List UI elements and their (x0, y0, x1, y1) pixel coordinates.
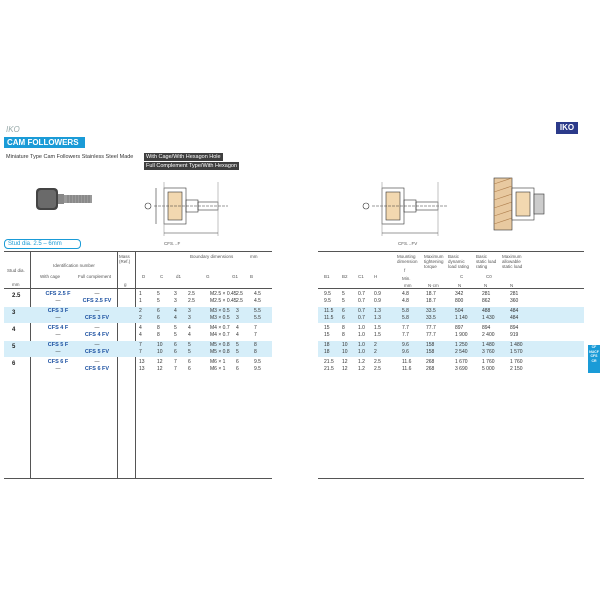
cell-mass: 13 (139, 366, 145, 372)
cell-c: 1 670 (455, 359, 468, 365)
cell-c: 5 (174, 325, 177, 331)
cell-c: 1 140 (455, 315, 468, 321)
id-full: CFS 2.5 FV (82, 298, 112, 304)
cell-b: 5.5 (254, 315, 261, 321)
cell-h: 1.5 (374, 332, 381, 338)
cell-g1: 2.5 (236, 298, 243, 304)
cell-g1: 5 (236, 349, 239, 355)
cell-g: M5 × 0.8 (210, 349, 230, 355)
cell-g1: 4 (236, 332, 239, 338)
id-cage-dash: — (55, 366, 61, 372)
id-full: CFS 6 FV (84, 366, 110, 372)
cell-h: 2.5 (374, 359, 381, 365)
cell-b: 5.5 (254, 308, 261, 314)
cell-c: 342 (455, 291, 464, 297)
cell-b2: 12 (342, 366, 348, 372)
cell-c1: 1.0 (358, 349, 365, 355)
cell-g1: 3 (236, 315, 239, 321)
cell-d: 12 (157, 366, 163, 372)
stud-size: 2.5 (12, 293, 21, 299)
cell-mass: 4 (139, 332, 142, 338)
cell-g: M2.5 × 0.45 (210, 291, 237, 297)
cell-b1: 9.5 (324, 298, 331, 304)
cell-d1: 2.5 (188, 298, 195, 304)
cell-torque: 18.7 (426, 298, 436, 304)
cell-g: M6 × 1 (210, 359, 226, 365)
cell-torque: 268 (426, 366, 435, 372)
cell-c: 7 (174, 359, 177, 365)
stud-size: 4 (12, 327, 16, 333)
cell-b: 9.5 (254, 359, 261, 365)
hdr-mass: Mass (Ref.) (119, 254, 131, 264)
cell-allow: 360 (510, 298, 519, 304)
hdr-mass-unit: g (124, 282, 127, 287)
cell-g1: 4 (236, 325, 239, 331)
cell-c0: 1 760 (482, 359, 495, 365)
cell-allow: 2 150 (510, 366, 523, 372)
id-cage: CFS 5 F (47, 342, 69, 348)
cell-f: 5.8 (402, 308, 409, 314)
stud-size: 3 (12, 310, 16, 316)
cell-h: 1.3 (374, 308, 381, 314)
cell-torque: 158 (426, 349, 435, 355)
hdr-tightening: Maximum tightening torque (424, 254, 444, 269)
id-full-dash: — (94, 325, 100, 331)
tab-cr[interactable]: CR (591, 358, 597, 363)
id-cage: CFS 4 F (47, 325, 69, 331)
brand-logo-right: IKO (556, 122, 578, 134)
cell-f: 4.8 (402, 291, 409, 297)
stud-diameter-label: Stud dia. 2.5 – 6mm (4, 239, 81, 249)
cell-b2: 12 (342, 359, 348, 365)
cell-c: 2 540 (455, 349, 468, 355)
cell-f: 9.6 (402, 342, 409, 348)
tab-cf[interactable]: CF (591, 345, 597, 349)
cell-c0: 3 760 (482, 349, 495, 355)
cell-b1: 11.5 (324, 315, 334, 321)
cell-allow: 894 (510, 325, 519, 331)
cell-mass: 13 (139, 359, 145, 365)
cell-torque: 77.7 (426, 325, 436, 331)
stud-size: 5 (12, 344, 16, 350)
drawing-cfs-fv (352, 176, 462, 240)
cell-allow: 484 (510, 315, 519, 321)
cell-b2: 6 (342, 315, 345, 321)
cell-b2: 8 (342, 325, 345, 331)
id-full-dash: — (94, 308, 100, 314)
cell-f: 5.8 (402, 315, 409, 321)
id-cage: CFS 3 F (47, 308, 69, 314)
cell-f: 7.7 (402, 325, 409, 331)
cell-c: 504 (455, 308, 464, 314)
hdr-stud: Stud dia. (7, 268, 25, 273)
cell-c0: 1 430 (482, 315, 495, 321)
cell-d1: 3 (188, 315, 191, 321)
cell-g1: 5 (236, 342, 239, 348)
cell-b2: 8 (342, 332, 345, 338)
cell-f: 11.6 (402, 366, 412, 372)
cell-c: 7 (174, 366, 177, 372)
cell-b1: 18 (324, 342, 330, 348)
cell-b: 7 (254, 325, 257, 331)
cell-d1: 4 (188, 325, 191, 331)
section-index-tab[interactable] (588, 345, 600, 373)
section-title: CAM FOLLOWERS (4, 137, 85, 148)
cell-allow: 281 (510, 291, 519, 297)
hdr-full: Full complement (78, 274, 112, 279)
cell-d: 8 (157, 325, 160, 331)
cell-c1: 0.7 (358, 315, 365, 321)
cell-c0: 894 (482, 325, 491, 331)
cell-b2: 5 (342, 291, 345, 297)
cell-b1: 21.5 (324, 366, 334, 372)
cell-c0: 5 000 (482, 366, 495, 372)
cell-h: 2 (374, 349, 377, 355)
cell-d1: 2.5 (188, 291, 195, 297)
cell-allow: 484 (510, 308, 519, 314)
product-photo (34, 184, 104, 214)
tag-full-complement: Full Complement Type/With Hexagon (146, 163, 237, 169)
cell-c1: 1.0 (358, 332, 365, 338)
cell-c: 3 690 (455, 366, 468, 372)
cell-d: 5 (157, 291, 160, 297)
cell-g: M6 × 1 (210, 366, 226, 372)
cell-mass: 2 (139, 308, 142, 314)
cell-d: 5 (157, 298, 160, 304)
cell-c0: 2 400 (482, 332, 495, 338)
cell-mass: 7 (139, 349, 142, 355)
cell-c: 800 (455, 298, 464, 304)
cell-b: 8 (254, 342, 257, 348)
cell-allow: 1 760 (510, 359, 523, 365)
cell-c1: 1.2 (358, 359, 365, 365)
cell-b1: 15 (324, 325, 330, 331)
cell-d: 12 (157, 359, 163, 365)
cell-mass: 2 (139, 315, 142, 321)
id-full: CFS 3 FV (84, 315, 110, 321)
cell-allow: 1 480 (510, 342, 523, 348)
id-full-dash: — (94, 291, 100, 297)
stud-size: 6 (12, 361, 16, 367)
cell-b: 4.5 (254, 298, 261, 304)
cell-allow: 1 570 (510, 349, 523, 355)
cell-f: 4.8 (402, 298, 409, 304)
cell-d: 6 (157, 308, 160, 314)
cell-mass: 1 (139, 291, 142, 297)
brand-logo-left: IKO (6, 125, 20, 134)
hdr-dynamic: Basic dynamic load rating (448, 254, 470, 269)
mounting-drawing (490, 176, 550, 234)
cell-c: 3 (174, 291, 177, 297)
cell-torque: 268 (426, 359, 435, 365)
cell-c: 6 (174, 342, 177, 348)
cell-mass: 1 (139, 298, 142, 304)
cell-c1: 1.0 (358, 325, 365, 331)
cell-torque: 77.7 (426, 332, 436, 338)
tab-nucf[interactable]: NUCF (589, 349, 599, 354)
hdr-boundary: Boundary dimensions (190, 254, 234, 259)
cell-b: 4.5 (254, 291, 261, 297)
cell-d: 8 (157, 332, 160, 338)
cell-b1: 21.5 (324, 359, 334, 365)
cell-b2: 10 (342, 349, 348, 355)
id-cage-dash: — (55, 332, 61, 338)
cell-c: 5 (174, 332, 177, 338)
cell-g: M2.5 × 0.45 (210, 298, 237, 304)
cell-c1: 1.0 (358, 342, 365, 348)
id-cage-dash: — (55, 298, 61, 304)
cell-g: M4 × 0.7 (210, 325, 230, 331)
cell-c0: 862 (482, 298, 491, 304)
hdr-cage: With cage (40, 274, 61, 279)
cell-h: 2.5 (374, 366, 381, 372)
id-cage: CFS 6 F (47, 359, 69, 365)
cell-c1: 0.7 (358, 291, 365, 297)
cell-c: 1 250 (455, 342, 468, 348)
cell-torque: 158 (426, 342, 435, 348)
cell-d: 10 (157, 349, 163, 355)
cell-g1: 6 (236, 359, 239, 365)
id-full: CFS 4 FV (84, 332, 110, 338)
drawing-cfs-f (128, 176, 238, 240)
cell-torque: 18.7 (426, 291, 436, 297)
cell-h: 1.3 (374, 315, 381, 321)
cell-g1: 2.5 (236, 291, 243, 297)
id-full: CFS 5 FV (84, 349, 110, 355)
cell-d1: 6 (188, 366, 191, 372)
cell-torque: 33.5 (426, 315, 436, 321)
cell-c0: 488 (482, 308, 491, 314)
cell-mass: 7 (139, 342, 142, 348)
id-cage-dash: — (55, 315, 61, 321)
cell-g1: 6 (236, 366, 239, 372)
cell-h: 1.5 (374, 325, 381, 331)
cell-allow: 919 (510, 332, 519, 338)
cell-c1: 0.7 (358, 308, 365, 314)
cell-c: 4 (174, 308, 177, 314)
cell-g: M3 × 0.5 (210, 315, 230, 321)
hdr-allowable: Maximum allowable static load (502, 254, 523, 269)
cell-torque: 33.5 (426, 308, 436, 314)
hdr-stud-mm: mm (12, 282, 20, 287)
cell-b1: 9.5 (324, 291, 331, 297)
cell-d1: 5 (188, 349, 191, 355)
drawing-caption-right: CFS…FV (398, 241, 418, 246)
cell-b: 7 (254, 332, 257, 338)
hdr-ident: Identification number (53, 263, 95, 268)
cell-f: 11.6 (402, 359, 412, 365)
tag-cage: With Cage/With Hexagon Hole (146, 154, 221, 160)
cell-b2: 10 (342, 342, 348, 348)
hdr-boundary-unit: mm (250, 254, 258, 259)
hdr-static: Basic static load rating (476, 254, 497, 269)
cell-c: 6 (174, 349, 177, 355)
cell-g1: 3 (236, 308, 239, 314)
cell-c: 3 (174, 298, 177, 304)
id-full-dash: — (94, 342, 100, 348)
cell-b1: 15 (324, 332, 330, 338)
cell-d: 10 (157, 342, 163, 348)
hdr-min: Min. (402, 276, 411, 281)
hdr-mounting: Mounting dimension (397, 254, 418, 264)
cell-c1: 0.7 (358, 298, 365, 304)
cell-c: 1 900 (455, 332, 468, 338)
section-subtitle: Miniature Type Cam Followers Stainless Steel Made (6, 154, 134, 160)
cell-d1: 3 (188, 308, 191, 314)
cell-g: M3 × 0.5 (210, 308, 230, 314)
cell-b: 9.5 (254, 366, 261, 372)
cell-h: 2 (374, 342, 377, 348)
cell-b1: 11.5 (324, 308, 334, 314)
cell-g: M4 × 0.7 (210, 332, 230, 338)
cell-mass: 4 (139, 325, 142, 331)
cell-h: 0.9 (374, 291, 381, 297)
cell-b2: 6 (342, 308, 345, 314)
drawing-caption-left: CFS…F (164, 241, 181, 246)
cell-d: 6 (157, 315, 160, 321)
cell-d1: 6 (188, 359, 191, 365)
cell-c: 4 (174, 315, 177, 321)
cell-d1: 4 (188, 332, 191, 338)
cell-c1: 1.2 (358, 366, 365, 372)
cell-b: 8 (254, 349, 257, 355)
id-full-dash: — (94, 359, 100, 365)
cell-d1: 5 (188, 342, 191, 348)
cell-b2: 5 (342, 298, 345, 304)
id-cage: CFS 2.5 F (45, 291, 71, 297)
id-cage-dash: — (55, 349, 61, 355)
cell-c0: 281 (482, 291, 491, 297)
cell-c0: 1 480 (482, 342, 495, 348)
cell-f: 9.6 (402, 349, 409, 355)
cell-b1: 18 (324, 349, 330, 355)
cell-f: 7.7 (402, 332, 409, 338)
tab-cfs[interactable]: CFS (590, 354, 598, 358)
cell-g: M5 × 0.8 (210, 342, 230, 348)
cell-h: 0.9 (374, 298, 381, 304)
cell-c: 897 (455, 325, 464, 331)
